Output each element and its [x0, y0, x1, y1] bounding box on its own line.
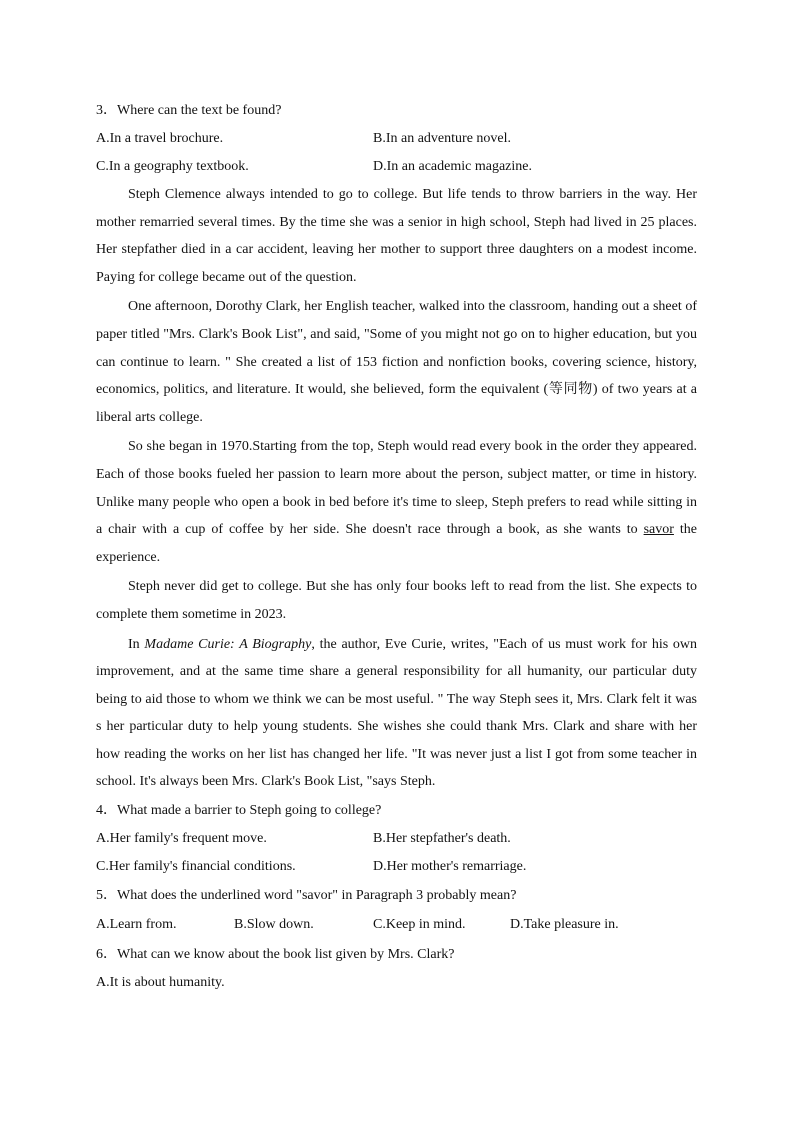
- question-4-option-a: A.Her family's frequent move.: [96, 831, 267, 847]
- book-title: Madame Curie: A Biography: [144, 636, 312, 652]
- question-3-option-a: A.In a travel brochure.: [96, 131, 224, 146]
- question-4-option-d: D.Her mother's remarriage.: [373, 859, 527, 875]
- question-5-option-b: B.Slow down.: [234, 917, 314, 933]
- question-3-options-row-2: [96, 153, 697, 181]
- question-4-options-row-2: [96, 853, 697, 881]
- question-5-option-c: C.Keep in mind.: [373, 917, 466, 933]
- question-3-option-d: D.In an academic magazine.: [373, 159, 532, 174]
- question-4: 4．What made a barrier to Steph going to college?: [96, 803, 382, 819]
- underlined-word-savor: savor: [643, 522, 674, 538]
- paragraph-3-text-before: So she began in 1970.Starting from the top, Steph would read every book in the order they appeared. Each of those books fueled her passion to learn more about the person, subject matter, or time in history. Unlike many people who open a book in bed before it's time to sleep, Steph prefers to read while sitting in a chair with a cup of coffee by her side. She doesn't race through a book, as she wants to: [96, 439, 697, 538]
- question-5-options: [96, 910, 697, 940]
- question-6: 6．What can we know about the book list given by Mrs. Clark?: [96, 947, 455, 963]
- question-3-option-b: B.In an adventure novel.: [373, 131, 512, 146]
- question-3: 3．Where can the text be found?: [96, 103, 282, 118]
- question-4-options: [96, 825, 697, 853]
- exam-page: [96, 96, 697, 997]
- passage-paragraph-3: [96, 433, 697, 571]
- question-5-option-d: D.Take pleasure in.: [510, 917, 619, 933]
- paragraph-3-text-after: the experience.: [96, 522, 697, 565]
- question-6-option-a: A.It is about humanity.: [96, 975, 225, 991]
- question-4-option-c: C.Her family's financial conditions.: [96, 859, 296, 875]
- passage-paragraph-4: Steph never did get to college. But she has only four books left to read from the list. She expects to complete them sometime in 2023.: [96, 579, 697, 622]
- question-3-options: [96, 125, 697, 153]
- question-5: 5．What does the underlined word "savor" in Paragraph 3 probably mean?: [96, 888, 517, 904]
- passage-paragraph-2: One afternoon, Dorothy Clark, her English teacher, walked into the classroom, handing out a sheet of paper titled "Mrs. Clark's Book List", and said, "Some of you might not go on to higher education, but you can continue to learn. " She created a list of 153 fiction and nonfiction books, covering science, history, economics, politics, and literature. It would, she believed, form the equivalent (等同物) of two years at a liberal arts college.: [96, 299, 697, 425]
- paragraph-5-text: , the author, Eve Curie, writes, "Each of us must work for his own improvement, and at the same time share a general responsibility for all humanity, our particular duty being to aid those to whom we think we can be most useful. " The way Steph sees it, Mrs. Clark felt it was s her particular duty to help young students. She wishes she could thank Mrs. Clark and share with her how reading the works on her list has changed her life. "It was never just a list I got from some teacher in school. It's always been Mrs. Clark's Book List, "says Steph.: [96, 636, 698, 790]
- question-3-option-c: C.In a geography textbook.: [96, 159, 249, 174]
- question-5-option-a: A.Learn from.: [96, 917, 177, 933]
- paragraph-5-intro: In: [128, 636, 145, 652]
- question-4-option-b: B.Her stepfather's death.: [373, 831, 511, 847]
- passage-paragraph-1: Steph Clemence always intended to go to college. But life tends to throw barriers in the way. Her mother remarried several times. By the time she was a senior in high school, Steph had lived in 25 places. Her stepfather died in a car accident, leaving her mother to support three daughters on a modest income. Paying for college became out of the question.: [96, 187, 697, 285]
- passage-paragraph-5: [96, 631, 697, 797]
